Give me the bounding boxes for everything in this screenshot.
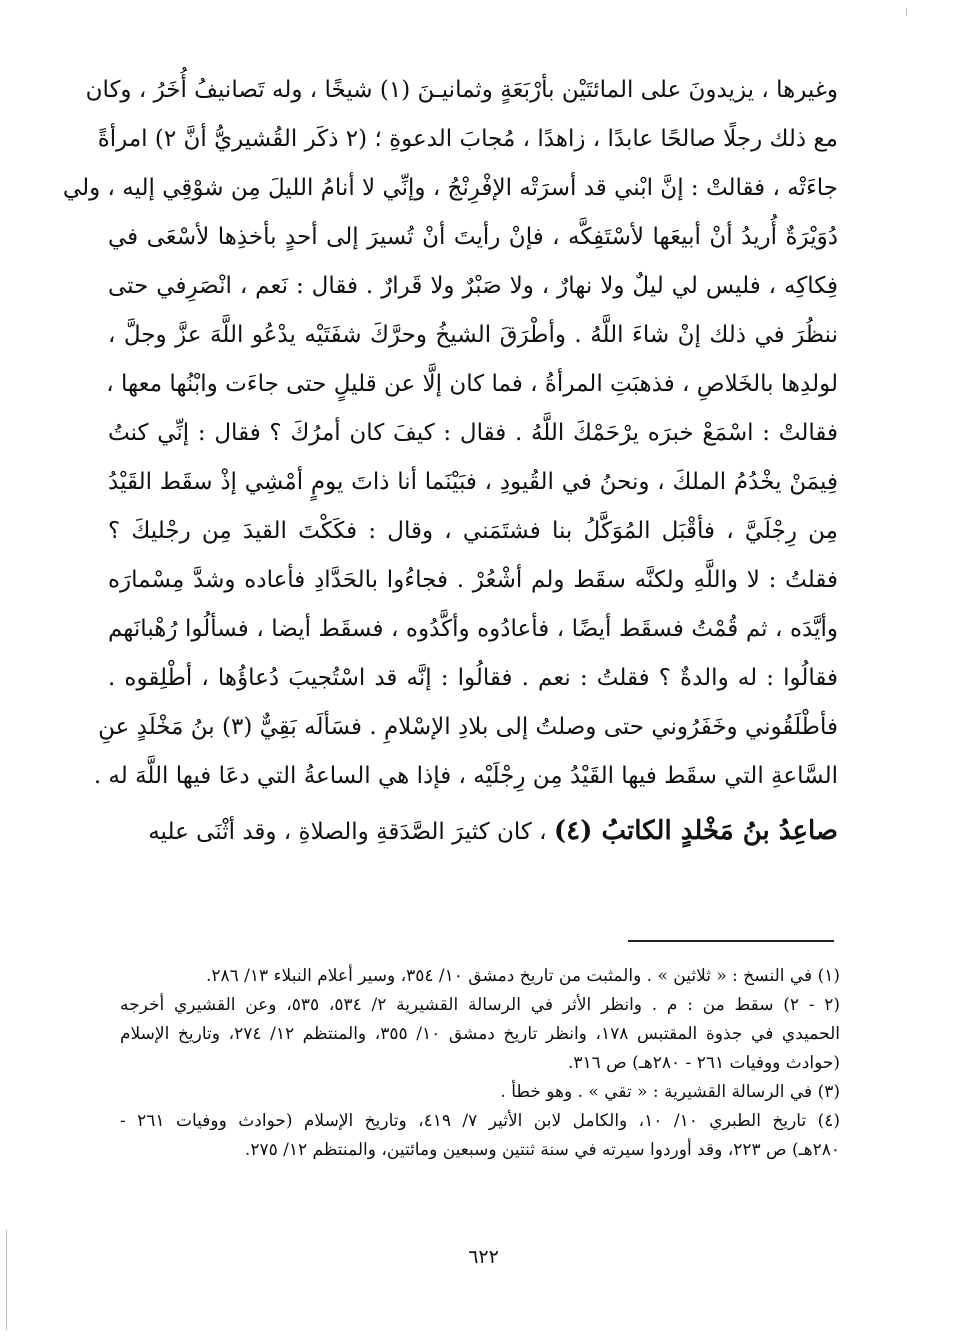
text-line: ننظُرَ في ذلك إنْ شاءَ اللَّهُ . وأطْرَقَ الشيخُ وحرَّكَ شفَتَيْه يدْعُو اللَّهَ عزَّ وجلَّ ، (108, 322, 838, 348)
footnote-line: (حوادث ووفيات ٢٦١ - ٢٨٠هـ) ص ٣١٦. (567, 1053, 840, 1073)
footnote-line: (٣) في الرسالة القشيرية : « تقي » . وهو خطأ . (500, 1082, 840, 1102)
footnote-line: (١) في النسخ : « ثلاثين » . والمثبت من تاريخ دمشق ١٠/ ٣٥٤، وسير أعلام النبلاء ١٣/ ٢٨٦. (205, 966, 840, 986)
entry-line (108, 807, 838, 856)
text-line: مِن رِجْلَيَّ ، فأقْبَل المُوَكَّلُ بنا فشتَمَني ، وقال : فكَكْتَ القيدَ مِن رجْليكَ ؟ (108, 518, 838, 544)
footnote-line: ٢٨٠هـ) ص ٢٢٣، وقد أوردوا سيرته في سنة ثنتين وسبعين ومائتين، والمنتظم ١٢/ ٢٧٥. (244, 1140, 840, 1160)
text-line: فأطْلَقُوني وخَفَرُوني حتى وصلتُ إلى بلادِ الإسْلامِ . فسَألَه بَقِيٌّ (٣) بنُ مَخْلَدٍ عنِ (98, 714, 838, 740)
text-line: جاءَتْه ، فقالتْ : إنَّ ابْني قد أسرَتْه الإفْرِنْجُ ، وإنِّي لا أنامُ الليلَ مِن شوْقِي إليه ، ولي (62, 175, 838, 201)
page-number: ٦٢٢ (468, 1246, 499, 1268)
text-line: فقالتْ : اسْمَعْ خبرَه يرْحَمْكَ اللَّهُ . فقال : كيفَ كان أمرُكَ ؟ فقال : إنِّي كنتُ (108, 420, 838, 446)
text-line: فِكاكِه ، فليس لي ليلٌ ولا نهارٌ ، ولا صَبْرٌ ولا قَرارٌ . فقال : نَعم ، انْصَرِفي حتى (108, 273, 838, 299)
text-line: وأيَّدَه ، ثم قُمْتُ فسقَط أيضًا ، فأعادُوه وأكَّدُوه ، فسقَط أيضا ، فسألُوا رُهْبانَهم (108, 616, 838, 642)
footnote-line: (٢ - ٢) سقط من : م . وانظر الأثر في الرسالة القشيرية ٢/ ٥٣٤، ٥٣٥، وعن القشيري أخرجه (120, 995, 840, 1015)
footnote-line: الحميدي في جذوة المقتبس ١٧٨، وانظر تاريخ دمشق ١٠/ ٣٥٥، والمنتظم ١٢/ ٢٧٤، وتاريخ الإسلام (120, 1024, 840, 1044)
text-line: السَّاعةِ التي سقَط فيها القَيْدُ مِن رِجْلَيْه ، فإذا هي الساعةُ التي دعَا فيها اللَّهَ له . (93, 763, 838, 789)
text-line: لولدِها بالخَلاصِ ، فذهبَتِ المرأةُ ، فما كان إلَّا عن قليلٍ حتى جاءَت وابْنُها معها ، (106, 371, 838, 397)
footnote-line: (٤) تاريخ الطبري ١٠/ ١٠، والكامل لابن الأثير ٧/ ٤١٩، وتاريخ الإسلام (حوادث ووفيات ٢٦١ - (120, 1111, 841, 1131)
scan-mark (906, 8, 907, 16)
footnotes (120, 962, 840, 1165)
entry-text: ، كان كثيرَ الصَّدَقةِ والصلاةِ ، وقد أثْنَى عليه (148, 819, 547, 845)
main-text (62, 66, 838, 856)
text-line: مع ذلك رجلًا صالحًا عابدًا ، زاهدًا ، مُجابَ الدعوةِ ؛ (٢ ذكَر القُشيريُّ أنَّ ٢) امرأةً (97, 126, 838, 152)
text-line: فقلتُ : لا واللَّهِ ولكنَّه سقَط ولم أشْعُرْ . فجاءُوا بالحَدَّادِ فأعاده وشدَّ مِسْمارَه (108, 567, 838, 593)
scan-edge (6, 1230, 7, 1330)
text-line: فِيمَنْ يخْدُمُ الملكَ ، ونحنُ في القُيودِ ، فبَيْنَما أنا ذاتَ يومٍ أمْشِي إذْ سقَط القَيْدُ (108, 469, 838, 495)
text-line: وغيرها ، يزيدونَ على المائتَيْن بأرْبَعَةٍ وثمانيـنَ (١) شيخًا ، وله تَصانيفُ أُخَرُ ، وكان (85, 77, 838, 103)
entry-heading: صاعِدُ بنُ مَخْلدٍ الكاتبُ (٤) (553, 816, 838, 846)
text-line: فقالُوا : له والدةٌ ؟ فقلتُ : نعم . فقالُوا : إنَّه قد اسْتُجيبَ دُعاؤُها ، أطْلِقوه . (108, 665, 838, 691)
text-line: دُوَيْرَةٌ أُريدُ أنْ أبيعَها لأسْتَفِكَّه ، فإنْ رأيتَ أنْ تُسيرَ إلى أحدٍ بأخذِها لأسْعَى في (108, 224, 838, 250)
footnote-separator (628, 940, 834, 942)
